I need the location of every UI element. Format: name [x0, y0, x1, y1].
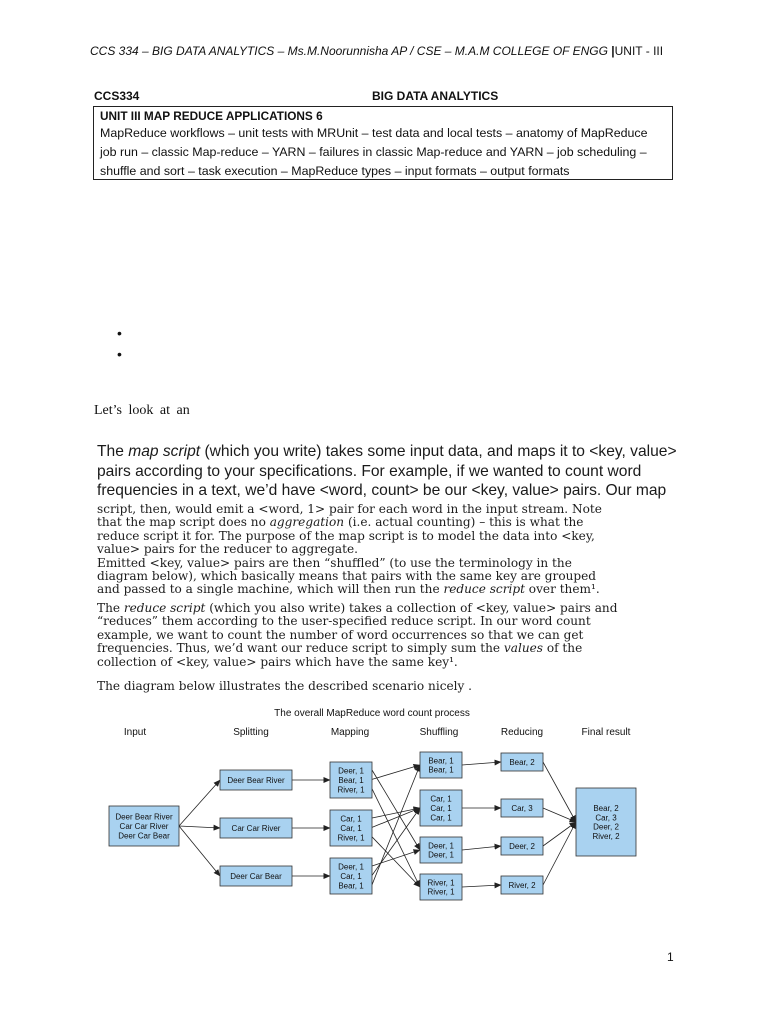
paragraph-line: The reduce script (which you also write) takes a collection of <key, value> pairs and [97, 601, 618, 615]
mapping-box-text: Bear, 1 [338, 881, 364, 891]
paragraph-line: script, then, would emit a <word, 1> pair for each word in the input stream. Note [97, 502, 602, 516]
flow-arrow [543, 808, 576, 822]
shuffle-box-text: Car, 1 [430, 804, 452, 813]
input-box-text: Deer Bear River [115, 812, 173, 822]
flow-arrow [372, 765, 420, 779]
reduce-box-text: Bear, 2 [509, 758, 535, 767]
stage-label: Reducing [500, 727, 544, 738]
paragraph-line: and passed to a single machine, which will then run the reduce script over them¹. [97, 582, 600, 597]
mapping-box-text: River, 1 [337, 785, 365, 795]
input-box-text: Deer Car Bear [118, 831, 170, 841]
shuffle-box-text: River, 1 [427, 878, 455, 888]
page-number: 1 [667, 950, 674, 964]
emit-paragraph [97, 503, 727, 597]
intro-text: Let’s look at an [94, 403, 190, 418]
paragraph-line: pairs according to your specifications. For example, if we wanted to count word [97, 462, 642, 480]
paragraph-line: diagram below), which basically means that pairs with the same key are grouped [97, 569, 597, 584]
diagram-intro-paragraph: The diagram below illustrates the described scenario nicely . [97, 679, 473, 693]
flow-arrow [462, 846, 501, 850]
split-box-text: Deer Car Bear [230, 872, 282, 881]
map-script-paragraph [97, 442, 717, 501]
paragraph-line: frequencies in a text, we’d have <word, count> be our <key, value> pairs. Our map [97, 482, 667, 500]
paragraph-line: “reduces” them according to the user-specified reduce script. In our word count [97, 614, 591, 629]
paragraph-line: The map script (which you write) takes some input data, and maps it to <key, value> [97, 443, 677, 460]
paragraph-line: frequencies. Thus, we’d want our reduce script to simply sum the values of the [97, 641, 583, 656]
split-box-text: Car Car River [231, 824, 281, 833]
course-name: BIG DATA ANALYTICS [372, 89, 499, 103]
flow-arrow [179, 780, 220, 826]
shuffle-box-text: River, 1 [427, 887, 455, 897]
diagram-title: The overall MapReduce word count process [274, 708, 470, 719]
flow-arrow [462, 762, 501, 765]
flow-arrow [372, 837, 420, 887]
syllabus-line: job run – classic Map-reduce – YARN – failures in classic Map-reduce and YARN – job scheduling – [100, 145, 647, 159]
bullet-point: • [117, 346, 122, 362]
paragraph-line: that the map script does no aggregation (i.e. actual counting) – this is what the [97, 515, 584, 530]
header-unit: UNIT - III [614, 44, 664, 58]
flow-arrow [543, 762, 576, 822]
header-separator: | [611, 44, 615, 58]
paragraph-line: reduce script it for. The purpose of the map script is to model the data into <key, [97, 528, 595, 543]
reduce-box-text: River, 2 [508, 881, 536, 890]
stage-label: Mapping [330, 727, 370, 738]
final-result-box-text: Deer, 2 [593, 822, 619, 832]
mapping-box-text: Car, 1 [340, 824, 362, 833]
split-box-text: Deer Bear River [227, 776, 285, 785]
syllabus-line: shuffle and sort – task execution – MapReduce types – input formats – output formats [100, 164, 570, 178]
shuffle-box-text: Deer, 1 [428, 841, 454, 851]
flow-arrow [179, 826, 220, 828]
header-text: CCS 334 – BIG DATA ANALYTICS – Ms.M.Noorunnisha AP / CSE – M.A.M COLLEGE OF ENGG [90, 44, 612, 58]
page-header [90, 44, 710, 58]
shuffle-box-text: Bear, 1 [428, 756, 454, 766]
flow-arrow [372, 850, 420, 866]
reduce-box-text: Car, 3 [511, 804, 533, 813]
mapping-box-text: Bear, 1 [338, 776, 364, 785]
stage-label: Final result [581, 727, 631, 738]
mapping-box-text: River, 1 [337, 833, 365, 843]
mapping-box-text: Deer, 1 [338, 862, 364, 872]
stage-label: Shuffling [419, 727, 459, 738]
mapping-box-text: Car, 1 [340, 872, 362, 881]
input-box-text: Car Car River [119, 822, 169, 831]
course-code: CCS334 [94, 89, 140, 103]
stage-label: Input [123, 727, 147, 738]
paragraph-line: Emitted <key, value> pairs are then “shuffled” (to use the terminology in the [97, 555, 572, 570]
shuffle-box-text: Car, 1 [430, 813, 452, 823]
flow-arrow [543, 822, 576, 846]
mapping-box-text: Deer, 1 [338, 766, 364, 776]
syllabus-box [93, 106, 673, 180]
stage-label: Splitting [233, 727, 269, 738]
flow-arrow [179, 826, 220, 876]
mapreduce-diagram [100, 700, 660, 910]
flow-arrow [462, 885, 501, 887]
syllabus-line: MapReduce workflows – unit tests with MRUnit – test data and local tests – anatomy of MapReduce [100, 126, 648, 140]
paragraph-line: value> pairs for the reducer to aggregate. [97, 542, 358, 557]
final-result-box-text: River, 2 [592, 832, 620, 842]
syllabus-title: UNIT III MAP REDUCE APPLICATIONS 6 [100, 109, 323, 123]
shuffle-box-text: Deer, 1 [428, 850, 454, 860]
shuffle-box-text: Car, 1 [430, 794, 452, 804]
paragraph-line: example, we want to count the number of word occurrences so that we can get [97, 627, 584, 642]
flow-arrow [543, 822, 576, 885]
reduce-box-text: Deer, 2 [509, 842, 535, 851]
bullet-point: • [117, 325, 122, 341]
shuffle-box-text: Bear, 1 [428, 765, 454, 775]
paragraph-line: collection of <key, value> pairs which have the same key¹. [97, 654, 458, 669]
final-result-box-text: Car, 3 [595, 813, 617, 823]
mapping-box-text: Car, 1 [340, 814, 362, 824]
final-result-box-text: Bear, 2 [593, 803, 619, 813]
reduce-script-paragraph [97, 602, 727, 669]
